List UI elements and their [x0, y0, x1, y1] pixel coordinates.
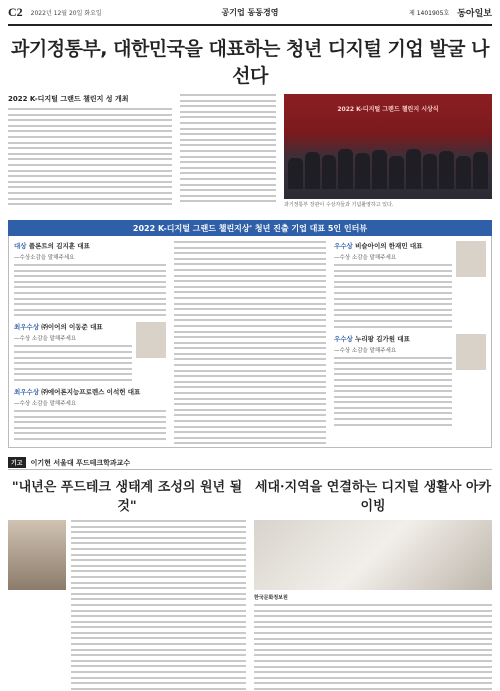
- award-column-3: [334, 241, 486, 446]
- award-column-2: [174, 241, 326, 446]
- body-text-lines: [71, 520, 246, 691]
- award-tag: 최우수상: [14, 323, 40, 332]
- photo-caption: 과기정통부 장관이 수상자들과 기념촬영하고 있다.: [284, 202, 394, 208]
- exhibition-photo: [254, 520, 492, 590]
- top-article: [8, 94, 492, 208]
- award-title: 누리팡 김가원 대표: [355, 334, 410, 343]
- award-tag: 우수상: [334, 334, 353, 343]
- section-title: 공기업 동동경영: [221, 7, 279, 17]
- awards-interviews: [8, 236, 492, 448]
- ceremony-photo: [284, 94, 492, 199]
- opinion-headline: "내년은 푸드테크 생태계 조성의 원년 될 것": [11, 480, 243, 514]
- archive-article: [254, 476, 492, 691]
- contribution-bar: [8, 456, 492, 470]
- paper-name: 동아일보: [457, 7, 492, 18]
- award-item: [334, 334, 486, 426]
- body-text-lines: [14, 264, 166, 316]
- bottom-articles: [8, 476, 492, 691]
- article-subhead: 2022 K-디지털 그랜드 챌린지 성 개최: [8, 95, 129, 103]
- award-question: —수상 소감을 말해주세요: [334, 347, 397, 354]
- award-item: [14, 322, 166, 381]
- page-header: [8, 0, 492, 26]
- award-title: 비슬아이의 한재민 대표: [355, 242, 423, 250]
- award-tag: 대상: [14, 242, 27, 250]
- award-question: —수상 소감을 말해주세요: [14, 400, 77, 407]
- organization-credit: 한국문화정보원: [254, 595, 288, 601]
- award-title: 플론트의 김지훈 대표: [28, 242, 90, 250]
- people-group: [288, 145, 488, 189]
- award-question: —수상 소감을 말해주세요: [334, 255, 397, 261]
- body-text-lines: [8, 108, 172, 205]
- award-question: —수상 소감을 말해주세요: [14, 336, 77, 343]
- award-item: [334, 241, 486, 328]
- interviewee-photo: [136, 322, 166, 358]
- body-text-lines: [334, 264, 452, 328]
- award-title: ㈜에어론지능프로렌스 이석헌 대표: [41, 387, 141, 396]
- photo-block: [284, 94, 492, 208]
- contribution-tag: 기고: [8, 457, 26, 468]
- issue-date: 2022년 12월 20일 화요일: [30, 9, 102, 17]
- award-title: ㈜이어의 이동준 대표: [41, 323, 103, 332]
- header-right: [409, 6, 492, 19]
- main-headline: 과기정통부, 대한민국을 대표하는 청년 디지털 기업 발굴 나선다: [10, 38, 490, 87]
- article-column-b: [180, 94, 276, 208]
- interviewee-photo: [456, 241, 486, 277]
- awards-banner: 2022 K-디지털 그랜드 챌린지상' 청년 진출 기업 대표 5인 인터뷰: [8, 220, 492, 236]
- article-column-a: [8, 94, 172, 208]
- stage-banner-text: 2022 K-디지털 그랜드 챌린지 시상식: [337, 106, 439, 113]
- body-text-lines: [174, 241, 326, 444]
- contribution-author: 이기현 서울대 푸드테크학과교수: [30, 458, 131, 467]
- award-question: —수상소감을 말해주세요: [14, 255, 75, 261]
- award-item: [14, 241, 166, 316]
- award-item: [14, 387, 166, 440]
- interviewee-photo: [456, 334, 486, 370]
- body-text-lines: [14, 345, 132, 381]
- body-text-lines: [334, 357, 452, 426]
- author-portrait: [8, 520, 66, 590]
- body-text-lines: [180, 94, 276, 202]
- issue-id: 제 1401905호: [408, 9, 450, 17]
- archive-headline: 세대·지역을 연결하는 디지털 생활사 아카이빙: [254, 480, 492, 514]
- award-tag: 최우수상: [14, 387, 40, 396]
- body-text-lines: [254, 604, 492, 691]
- award-tag: 우수상: [334, 242, 353, 250]
- page-number: C2: [8, 4, 23, 19]
- opinion-article: [8, 476, 246, 691]
- body-text-lines: [14, 410, 166, 440]
- award-column-1: [14, 241, 166, 446]
